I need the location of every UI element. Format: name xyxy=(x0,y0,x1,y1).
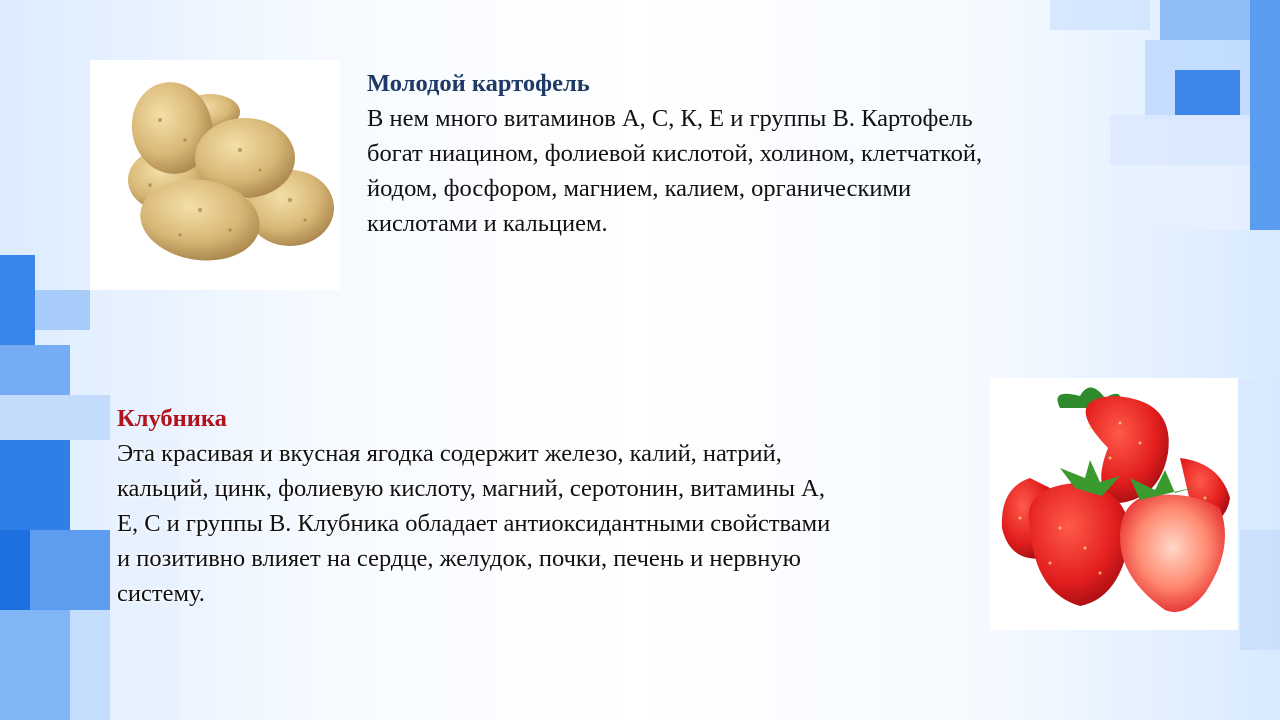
potato-text-line: В нем много витаминов А, С, К, Е и группы В. Картофель xyxy=(367,105,973,132)
strawberry-text-line: Эта красивая и вкусная ягодка содержит железо, калий, натрий, xyxy=(117,440,782,467)
potato-image xyxy=(90,60,340,290)
potato-section xyxy=(367,66,1127,241)
strawberry-image xyxy=(990,378,1238,630)
strawberry-text-line: Е, С и группы В. Клубника обладает антиоксидантными свойствами xyxy=(117,510,831,537)
strawberry-section xyxy=(117,401,987,611)
strawberry-text-line: систему. xyxy=(117,580,205,607)
strawberry-text-line: и позитивно влияет на сердце, желудок, почки, печень и нервную xyxy=(117,545,801,572)
potato-text-line: кислотами и кальцием. xyxy=(367,210,608,237)
potato-title: Молодой картофель xyxy=(367,70,590,97)
strawberry-text-line: кальций, цинк, фолиевую кислоту, магний, серотонин, витамины А, xyxy=(117,475,825,502)
strawberry-title: Клубника xyxy=(117,405,227,432)
potato-text-line: богат ниацином, фолиевой кислотой, холином, клетчаткой, xyxy=(367,140,983,167)
potato-text-line: йодом, фосфором, магнием, калием, органическими xyxy=(367,175,912,202)
potato-photo-icon xyxy=(90,60,340,290)
strawberry-photo-icon xyxy=(990,378,1238,630)
